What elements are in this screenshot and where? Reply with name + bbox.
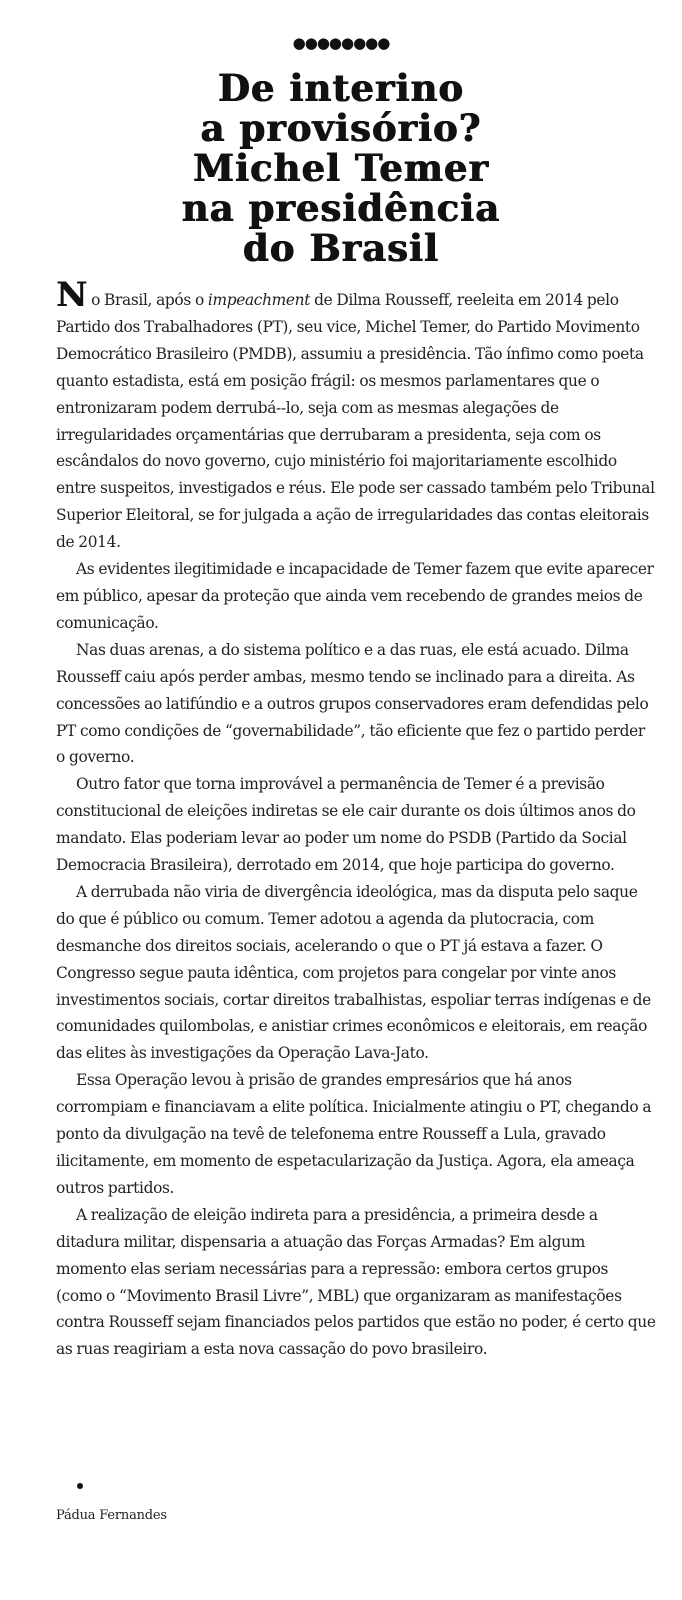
impeachment-term: impeachment <box>207 291 311 309</box>
article-title <box>0 68 682 268</box>
paragraph-1-start: o Brasil, após o <box>91 291 208 309</box>
title-line: do Brasil <box>242 226 440 270</box>
paragraph-1 <box>56 275 656 556</box>
title-line: De interino <box>217 66 465 110</box>
drop-cap: N <box>56 275 88 315</box>
title-line: a provisório? <box>200 106 482 150</box>
paragraph-7: A realização de eleição indireta para a presidência, a primeira desde a ditadura militar, dispensaria a atuação das Forças Armadas? Em algum momento elas seriam necessárias para a repressão: embora certos grupos (como o “Movimento Brasil Livre”, MBL) que organizaram as manifestações contra Rousseff sejam financiados pelos partidos que estão no poder, é certo que as ruas reagiriam a esta nova cassação do povo brasileiro. <box>56 1205 656 1359</box>
article-body <box>56 275 656 1363</box>
title-line: Michel Temer <box>193 146 489 190</box>
paragraph-6: Essa Operação levou à prisão de grandes empresários que há anos corrompiam e financiavam a elite política. Inicialmente atingiu o PT, chegando a ponto da divulgação na tevê de telefonema entre Rousseff a Lula, gravado ilicitamente, em momento de espetacularização da Justiça. Agora, ela ameaça outros partidos. <box>56 1071 652 1197</box>
author-byline: Pádua Fernandes <box>56 1508 167 1523</box>
paragraph-2: As evidentes ilegitimidade e incapacidade de Temer fazem que evite aparecer em público, apesar da proteção que ainda vem recebendo de grandes meios de comunicação. <box>56 560 654 632</box>
paragraph-1-rest: de Dilma Rousseff, reeleita em 2014 pelo Partido dos Trabalhadores (PT), seu vice, Michel Temer, do Partido Movimento Democrático Brasileiro (PMDB), assumiu a presidência. Tão ínfimo como poeta quanto estadista, está em posição frágil: os mesmos parlamentares que o entronizaram podem derrubá--lo, seja com as mesmas alegações de irregularidades orçamentárias que derrubaram a presidenta, seja com os escândalos do novo governo, cujo ministério foi majoritariamente escolhido entre suspeitos, investigados e réus. Ele pode ser cassado também pelo Tribunal Superior Eleitoral, se for julgada a ação de irregularidades das contas eleitorais de 2014. <box>56 291 655 552</box>
ornament-dots: ●●●●●●●● <box>292 34 390 52</box>
title-line: na presidência <box>181 186 501 230</box>
paragraph-4: Outro fator que torna improvável a permanência de Temer é a previsão constitucional de eleições indiretas se ele cair durante os dois últimos anos do mandato. Elas poderiam levar ao poder um nome do PSDB (Partido da Social Democracia Brasileira), derrotado em 2014, que hoje participa do governo. <box>56 775 636 875</box>
end-bullet-icon <box>77 1483 83 1489</box>
paragraph-5: A derrubada não viria de divergência ideológica, mas da disputa pelo saque do que é público ou comum. Temer adotou a agenda da plutocracia, com desmanche dos direitos sociais, acelerando o que o PT já estava a fazer. O Congresso segue pauta idêntica, com projetos para congelar por vinte anos investimentos sociais, cortar direitos trabalhistas, espoliar terras indígenas e de comunidades quilombolas, e anistiar crimes econômicos e eleitorais, em reação das elites às investigações da Operação Lava-Jato. <box>56 882 651 1063</box>
paragraph-3: Nas duas arenas, a do sistema político e a das ruas, ele está acuado. Dilma Rousseff caiu após perder ambas, mesmo tendo se inclinado para a direita. As concessões ao latifúndio e a outros grupos conservadores eram defendidas pelo PT como condições de “governabilidade”, tão eficiente que fez o partido perder o governo. <box>56 640 649 767</box>
